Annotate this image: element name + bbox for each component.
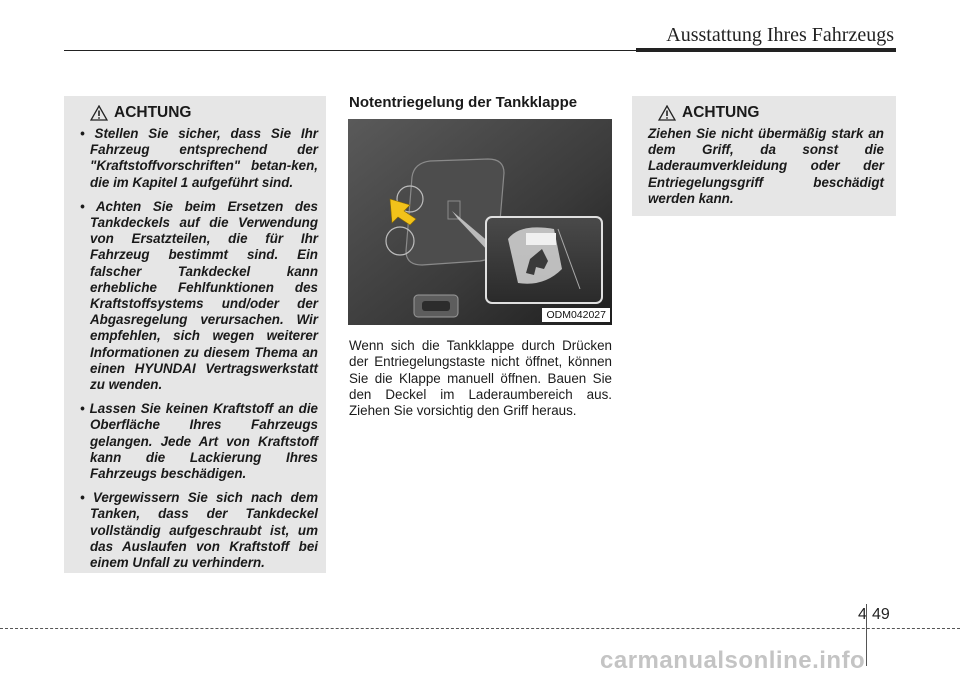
fuel-door-figure (348, 119, 612, 325)
warning-text: Ziehen Sie nicht übermäßig stark an dem Griff, da sonst die Laderaumverkleidung oder der Entriegelungsgriff beschädigt werden kann. (648, 126, 884, 206)
header-title: Ausstattung Ihres Fahrzeugs (666, 24, 894, 46)
chapter-number: 4 (858, 606, 867, 623)
warning-item: • Achten Sie beim Ersetzen des Tankdeckels auf die Verwendung von Ersatzteilen, die für Ihr Fahrzeug bestimmt sind. Ein falscher Tankdeckel kann erhebliche Fehlfunktionen des Kraftstoffsystems und/oder der Abgasregelung verursachen. Wir empfehlen, sich wegen weiterer Informationen zu diesem Thema an einen HYUNDAI Vertragswerkstatt zu wenden. (80, 198, 318, 393)
section-heading: Notentriegelung der Tankklappe (349, 94, 578, 111)
section-body-text: Wenn sich die Tankklappe durch Drücken der Entriegelungstaste nicht öffnet, können Sie die Klappe manuell öffnen. Bauen Sie den Deckel im Laderaumbereich aus. Ziehen Sie vorsichtig den Griff heraus. (349, 338, 612, 419)
warning-box-right (632, 96, 896, 216)
footer-rule (0, 628, 960, 629)
warning-item: • Lassen Sie keinen Kraftstoff an die Oberfläche Ihres Fahrzeugs gelangen. Jede Art von Kraftstoff kann die Lackierung Ihres Fahrzeugs beschädigen. (80, 401, 318, 482)
header-rule-accent (636, 48, 896, 52)
warning-title-text: ACHTUNG (114, 104, 192, 121)
watermark: carmanualsonline.info (600, 647, 866, 674)
warning-title (658, 104, 888, 122)
warning-box-left (64, 96, 326, 573)
warning-item: • Stellen Sie sicher, dass Sie Ihr Fahrzeug entsprechend der "Kraftstoffvorschriften" betan-ken, die im Kapitel 1 aufgeführt sind. (80, 126, 318, 190)
fuel-door-illustration (348, 119, 612, 325)
page-number: 49 (872, 606, 890, 623)
warning-item: • Vergewissern Sie sich nach dem Tanken, dass der Tankdeckel vollständig aufgeschraubt ist, um das Auslaufen von Kraftstoff bei einem Unfall zu verhindern. (80, 490, 318, 571)
page-divider (866, 604, 867, 666)
warning-title (90, 104, 318, 122)
warning-title-text: ACHTUNG (682, 104, 760, 121)
figure-caption: ODM042027 (542, 308, 610, 322)
warning-triangle-icon (658, 105, 676, 121)
warning-triangle-icon (90, 105, 108, 121)
warning-list (72, 126, 318, 571)
